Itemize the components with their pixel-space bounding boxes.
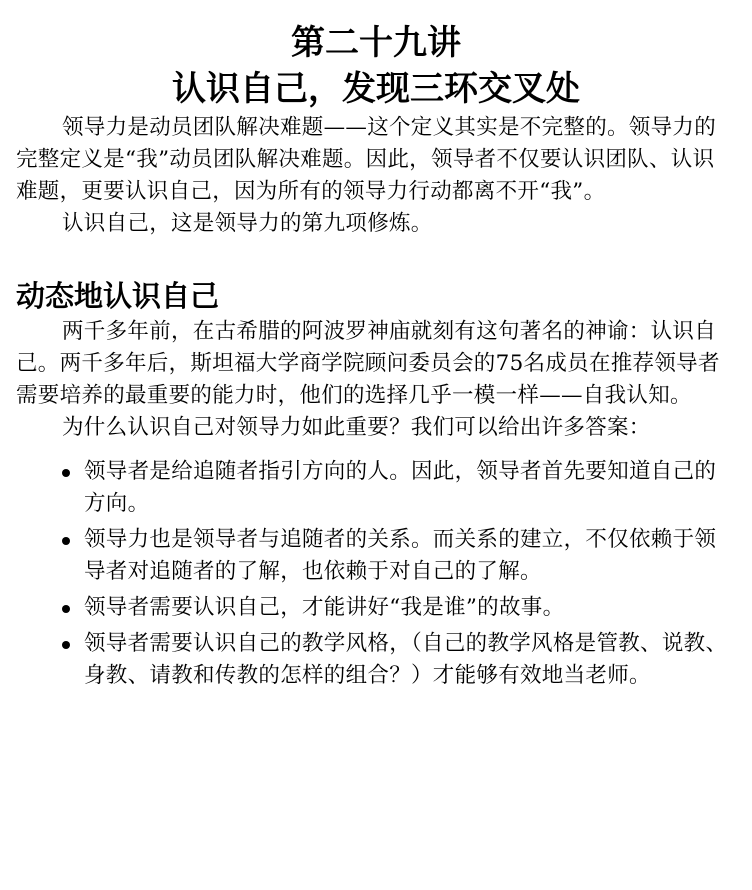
section-heading: 动态地认识自己 [16, 279, 220, 313]
list-item-text: 领导者是给追随者指引方向的人。因此，领导者首先要知道自己的方向。 [84, 459, 717, 516]
intro-paragraph: 领导力是动员团队解决难题——这个定义其实是不完整的。领导力的完整定义是“我”动员团队解决难题。因此，领导者不仅要认识团队、认识难题，更要认识自己，因为所有的领导力行动都离不开“我”。 [16, 115, 717, 204]
intro-paragraph: 认识自己，这是领导力的第九项修炼。 [62, 211, 433, 236]
list-item [16, 456, 736, 520]
list-item-text: 领导力也是领导者与追随者的关系。而关系的建立，不仅依赖于领导者对追随者的了解，也依赖于对自己的了解。 [84, 527, 717, 584]
chapter-number-title: 第二十九讲 [291, 23, 461, 63]
bullet-icon [62, 641, 70, 649]
list-item-text: 领导者需要认识自己，才能讲好“我是谁”的故事。 [84, 595, 565, 620]
list-item [16, 592, 736, 624]
chapter-subtitle: 认识自己，发现三环交叉处 [172, 69, 580, 109]
bullet-icon [62, 605, 70, 613]
bullet-icon [62, 537, 70, 545]
list-item [16, 524, 736, 588]
list-item-text: 领导者需要认识自己的教学风格，（自己的教学风格是管教、说教、身教、请教和传教的怎样的组合？）才能够有效地当老师。 [84, 631, 728, 688]
document-page [16, 0, 736, 696]
chapter-title [16, 0, 736, 112]
list-item [16, 628, 736, 692]
section-paragraph: 两千多年前，在古希腊的阿波罗神庙就刻有这句著名的神谕：认识自己。两千多年后，斯坦福大学商学院顾问委员会的75名成员在推荐领导者需要培养的最重要的能力时，他们的选择几乎一模一样——自我认知。 [16, 319, 720, 408]
answers-list [16, 456, 736, 692]
bullet-icon [62, 469, 70, 477]
section-paragraph: 为什么认识自己对领导力如此重要？我们可以给出许多答案： [62, 415, 651, 440]
